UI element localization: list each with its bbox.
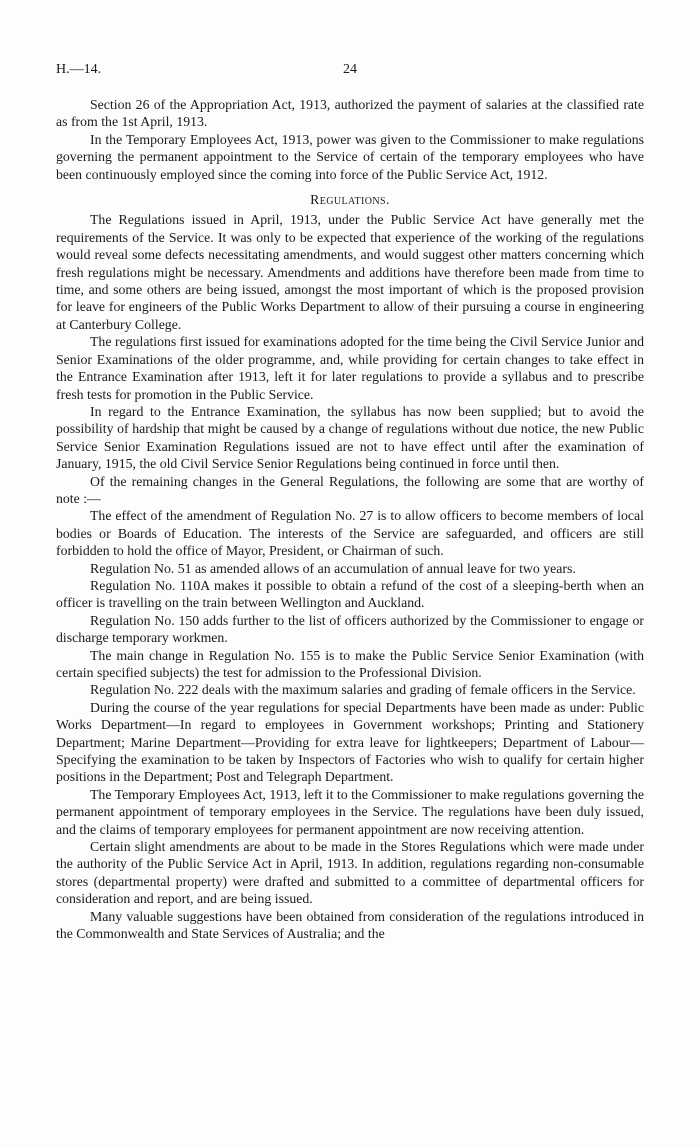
paragraph: The Regulations issued in April, 1913, under the Public Service Act have generally met the requirements of the Service. It was only to be expected that experience of the working of the regulations would reveal some defects necessitating amendments, and would suggest other matters concerning which fresh regulations might be necessary. Amendments and additions have therefore been made from time to time, and some others are being issued, amongst the most important of which is the proposed provision for leave for engineers of the Public Works Department to allow of their pursuing a course in engineering at Canterbury College.: [56, 212, 644, 332]
paragraph: Regulation No. 222 deals with the maximum salaries and grading of female officers in the Service.: [90, 682, 636, 698]
paragraph: Of the remaining changes in the General Regulations, the following are some that are worthy of note :—: [56, 473, 644, 506]
paragraph: The regulations first issued for examinations adopted for the time being the Civil Service Junior and Senior Examinations of the older programme, and, while providing for certain changes to take effect in the Entrance Examination after 1913, left it for later regulations to provide a syllabus and to prescribe fresh tests for promotion in the Public Service.: [56, 334, 644, 402]
paragraph: The main change in Regulation No. 155 is to make the Public Service Senior Examination (with certain specified subjects) the test for admission to the Professional Division.: [56, 647, 644, 680]
paragraph: In regard to the Entrance Examination, the syllabus has now been supplied; but to avoid the possibility of hardship that might be caused by a change of regulations without due notice, the new Public Service Senior Examination Regulations issued are not to have effect until after the examination of January, 1915, the old Civil Service Senior Regulations being continued in force until then.: [56, 403, 644, 472]
paragraph: Certain slight amendments are about to be made in the Stores Regulations which were made under the authority of the Public Service Act in April, 1913. In addition, regulations regarding non-consumable stores (departmental property) were drafted and submitted to a committee of departmental officers for consideration and report, and are being issued.: [56, 839, 644, 907]
paragraph: The Temporary Employees Act, 1913, left it to the Commissioner to make regulations governing the permanent appointment of temporary employees in the Service. The regulations have been duly issued, and the claims of temporary employees for permanent appointment are now receiving attention.: [56, 786, 644, 837]
page-number: 24: [343, 62, 357, 77]
page-header: [56, 62, 644, 84]
paragraph: During the course of the year regulations for special Departments have been made as under: Public Works Department—In regard to employees in Government workshops; Printing and Stationery Department; Marine Department—Providing for extra leave for lightkeepers; Department of Labour—Specifying the examination to be taken by Inspectors of Factories who wish to qualify for certain higher positions in the Department; Post and Telegraph Department.: [56, 699, 644, 785]
paragraph: Many valuable suggestions have been obtained from consideration of the regulations introduced in the Commonwealth and State Services of Australia; and the: [56, 908, 644, 942]
document-reference: H.—14.: [56, 62, 102, 77]
paragraph: The effect of the amendment of Regulation No. 27 is to allow officers to become members of local bodies or Boards of Education. The interests of the Service are safeguarded, and officers are still forbidden to hold the office of Mayor, President, or Chairman of such.: [56, 508, 644, 559]
section-heading: Regulations.: [310, 192, 390, 208]
paragraph: Regulation No. 150 adds further to the list of officers authorized by the Commissioner to engage or discharge temporary workmen.: [56, 612, 644, 646]
body-text: [56, 96, 644, 943]
paragraph: Regulation No. 51 as amended allows of an accumulation of annual leave for two years.: [90, 560, 576, 576]
paragraph: Regulation No. 110A makes it possible to obtain a refund of the cost of a sleeping-berth when an officer is travelling on the train between Wellington and Auckland.: [56, 577, 644, 611]
paragraph: In the Temporary Employees Act, 1913, power was given to the Commissioner to make regulations governing the permanent appointment to the Service of certain of the temporary employees who have been continuously employed since the coming into force of the Public Service Act, 1912.: [56, 131, 644, 182]
paragraph: Section 26 of the Appropriation Act, 1913, authorized the payment of salaries at the classified rate as from the 1st April, 1913.: [56, 97, 644, 130]
